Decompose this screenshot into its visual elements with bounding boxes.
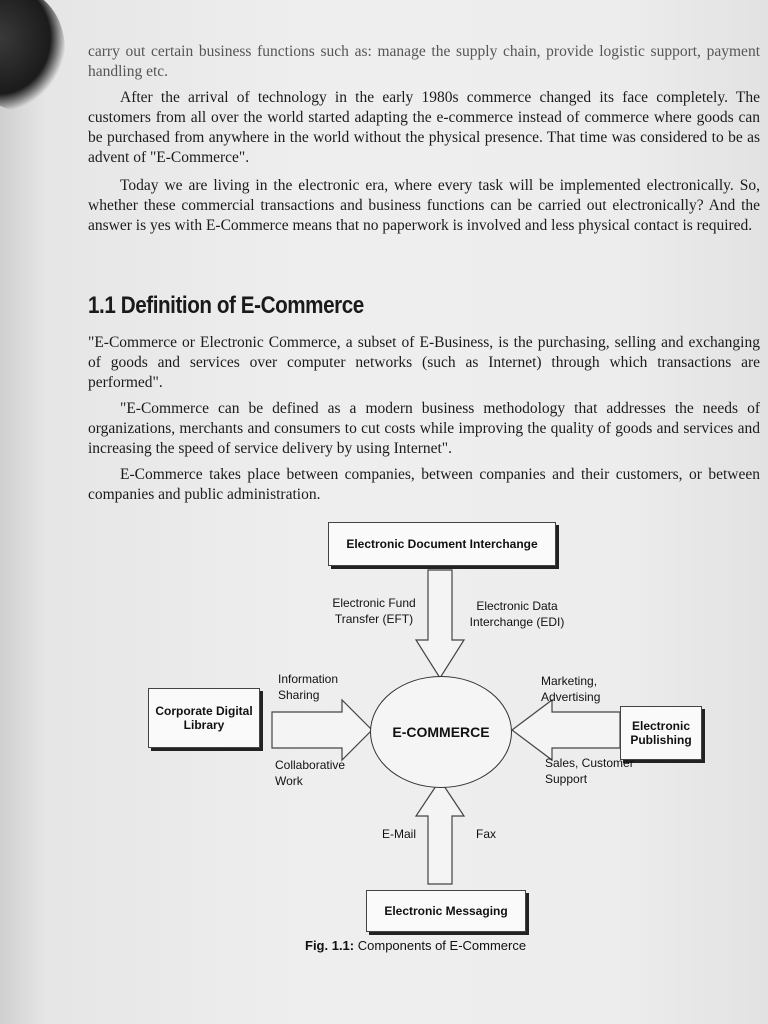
section-title: Definition of E-Commerce [120,292,364,319]
figure-caption [305,938,526,953]
arrow-up [416,780,464,884]
label-sales-customer-support: Sales, Customer Support [545,756,634,786]
ecommerce-center [370,676,512,788]
center-label: E-COMMERCE [392,724,490,740]
label-email: E-Mail [382,827,417,841]
paragraph-definition-2: "E-Commerce can be defined as a modern business methodology that addresses the needs of organizations, merchants and consumers to cut costs while improving the quality of goods and services and increasing the speed of service delivery by using Internet". [88,400,760,457]
caption-text: Components of E-Commerce [357,938,527,953]
box-corporate-digital-library: Corporate Digital Library [148,688,260,748]
arrow-right [272,700,372,760]
label-marketing-advertising: Marketing, Advertising [541,674,601,704]
label-information-sharing: Information Sharing [278,672,339,702]
paragraph-continuation: carry out certain business functions such as: manage the supply chain, provide logistic support, payment handling etc. [88,43,760,80]
arrow-left [512,700,620,760]
label-edi: Electronic Data Interchange (EDI) [469,599,565,629]
box-electronic-publishing: Electronic Publishing [620,706,702,760]
section-number: 1.1 [88,292,116,319]
label-eft: Electronic Fund Transfer (EFT) [332,596,416,626]
caption-label: Fig. 1.1: [305,938,355,953]
label-collaborative-work: Collaborative Work [275,758,346,788]
box-electronic-messaging: Electronic Messaging [366,890,526,932]
paragraph-advent: After the arrival of technology in the early 1980s commerce changed its face completely. The customers from all over the world started adapting the e-commerce instead of commerce where goods can be purchased from anywhere in the world without the physical presence. That time was considered to be as advent of "E-Commerce". [88,89,760,166]
label-fax: Fax [476,827,497,841]
box-electronic-document-interchange: Electronic Document Interchange [328,522,556,566]
paragraph-definition-1: "E-Commerce or Electronic Commerce, a subset of E-Business, is the purchasing, selling and exchanging of goods and services over computer networks (such as Internet) through which transactions are performed". [88,334,760,391]
paragraph-definition-3: E-Commerce takes place between companies, between companies and their customers, or between companies and public administration. [88,466,760,503]
arrow-down [416,570,464,678]
paragraph-electronic-era: Today we are living in the electronic era, where every task will be implemented electronically. So, whether these commercial transactions and business functions can be carried out electronically? And the answer is yes with E-Commerce means that no paperwork is involved and less physical contact is required. [88,177,760,234]
